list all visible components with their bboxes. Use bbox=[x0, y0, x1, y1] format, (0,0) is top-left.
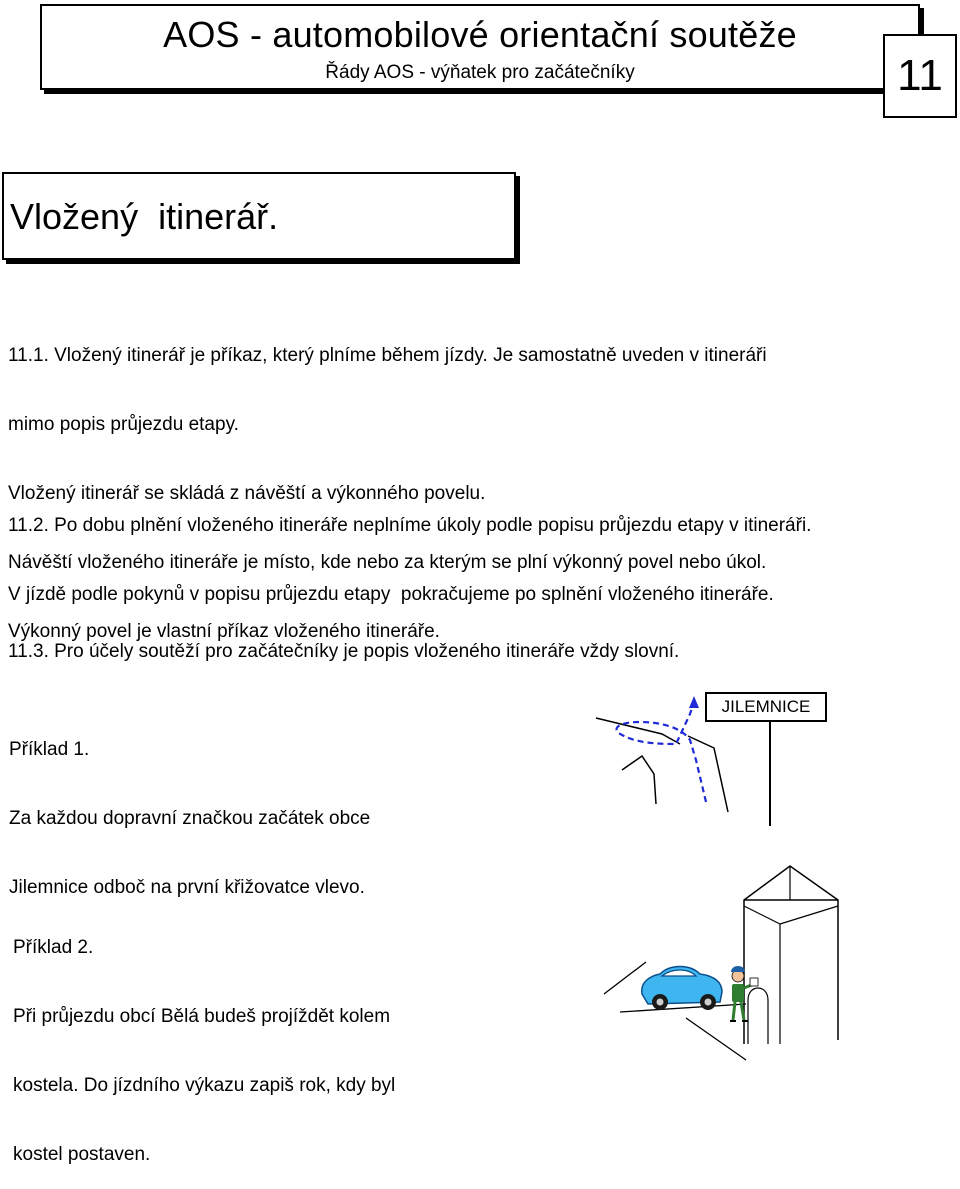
road-edge bbox=[604, 962, 646, 994]
road-edge bbox=[686, 1018, 746, 1060]
text-line: Při průjezdu obcí Bělá budeš projíždět kolem bbox=[13, 1006, 391, 1027]
chapter-number: 11 bbox=[883, 34, 957, 118]
text-line: kostel postaven. bbox=[13, 1144, 151, 1165]
example-heading: Příklad 1. bbox=[9, 739, 90, 760]
car-icon bbox=[642, 967, 722, 1011]
text-line: V jízdě podle pokynů v popisu průjezdu etapy pokračujeme po splnění vloženého itineráře. bbox=[8, 584, 774, 605]
text-line: Za každou dopravní značkou začátek obce bbox=[9, 808, 371, 829]
text-line: Výkonný povel je vlastní příkaz vloženého itineráře. bbox=[8, 621, 440, 642]
town-sign: JILEMNICE bbox=[705, 692, 827, 722]
example-heading: Příklad 2. bbox=[13, 937, 94, 958]
section-title: Vložený itinerář. bbox=[10, 196, 279, 237]
page-subtitle: Řády AOS - výňatek pro začátečníky bbox=[325, 62, 635, 83]
text-line: 11.1. Vložený itinerář je příkaz, který plníme během jízdy. Je samostatně uveden v itineráři bbox=[8, 345, 767, 366]
text-line: kostela. Do jízdního výkazu zapiš rok, kdy byl bbox=[13, 1075, 396, 1096]
road-edge bbox=[620, 1004, 746, 1012]
page-title: AOS - automobilové orientační soutěže bbox=[163, 14, 797, 55]
text-line: Vložený itinerář se skládá z návěští a výkonného povelu. bbox=[8, 483, 486, 504]
church-icon bbox=[744, 866, 838, 1044]
text-line: mimo popis průjezdu etapy. bbox=[8, 414, 239, 435]
person-icon bbox=[730, 966, 758, 1021]
text-line: Návěští vloženého itineráře je místo, kde nebo za kterým se plní výkonný povel nebo úkol. bbox=[8, 552, 767, 573]
text-line: Jilemnice odboč na první křižovatce vlevo. bbox=[9, 877, 365, 898]
text-line: 11.2. Po dobu plnění vloženého itineráře neplníme úkoly podle popisu průjezdu etapy v itineráři. bbox=[8, 515, 812, 536]
text-line: 11.3. Pro účely soutěží pro začátečníky je popis vloženého itineráře vždy slovní. bbox=[8, 641, 680, 662]
